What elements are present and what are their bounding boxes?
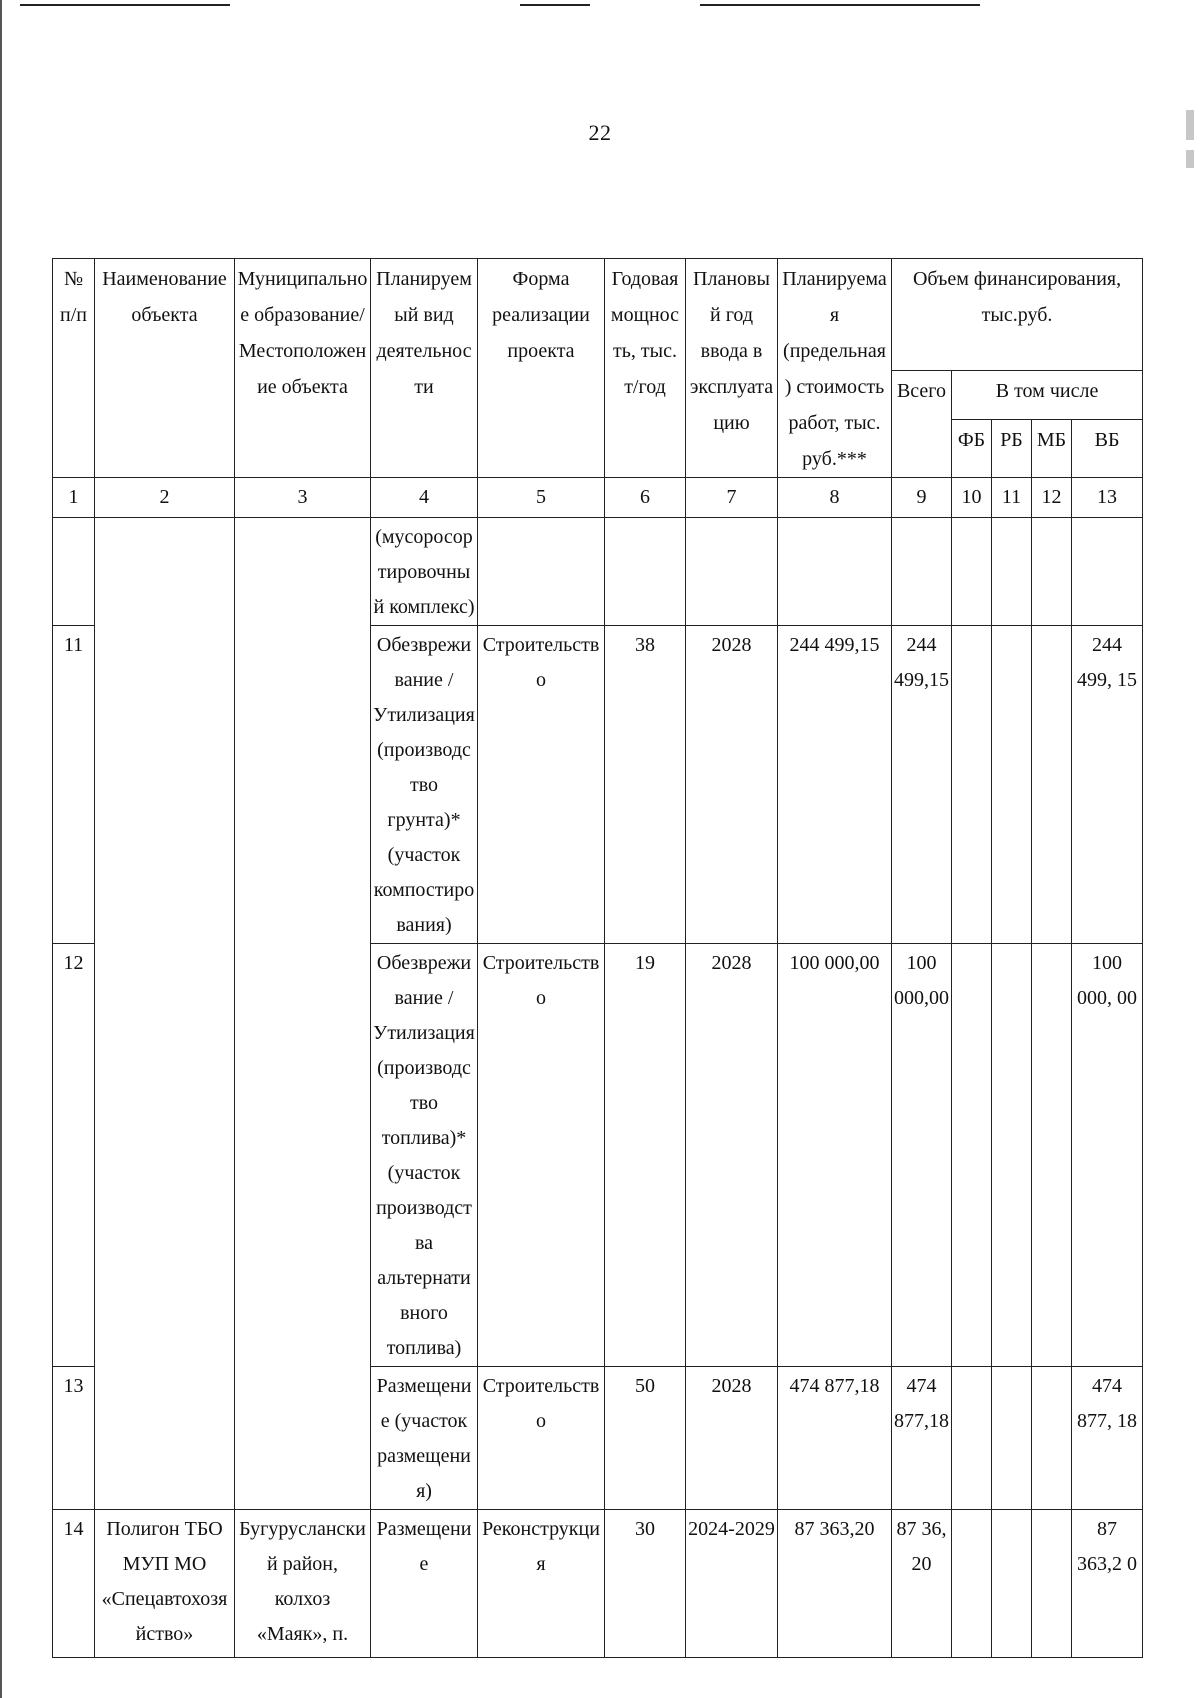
column-number: 13 bbox=[1072, 478, 1143, 518]
cell-year: 2028 bbox=[686, 1367, 778, 1510]
header-including: В том числе bbox=[952, 371, 1143, 420]
cell-cost: 474 877,18 bbox=[778, 1367, 892, 1510]
table-row bbox=[53, 1510, 1143, 1658]
column-number: 3 bbox=[235, 478, 371, 518]
header-vb: ВБ bbox=[1072, 420, 1143, 478]
cell-rb bbox=[992, 518, 1032, 626]
cell-activity: Размещение bbox=[371, 1510, 478, 1658]
cell-total bbox=[892, 518, 952, 626]
cell-capacity: 50 bbox=[605, 1367, 686, 1510]
header-year: Плановый год ввода в эксплуатацию bbox=[686, 259, 778, 478]
column-number: 4 bbox=[371, 478, 478, 518]
cell-cost bbox=[778, 518, 892, 626]
scan-edge-left bbox=[0, 0, 2, 1698]
cell-number: 12 bbox=[53, 944, 95, 1367]
column-number: 1 bbox=[53, 478, 95, 518]
cell-total: 244 499,15 bbox=[892, 626, 952, 944]
column-number: 5 bbox=[478, 478, 605, 518]
cell-mb bbox=[1032, 626, 1072, 944]
header-name: Наименование объекта bbox=[95, 259, 235, 478]
cell-cost: 100 000,00 bbox=[778, 944, 892, 1367]
cell-capacity: 38 bbox=[605, 626, 686, 944]
cell-capacity bbox=[605, 518, 686, 626]
header-mb: МБ bbox=[1032, 420, 1072, 478]
cell-form: Строительство bbox=[478, 1367, 605, 1510]
column-number: 9 bbox=[892, 478, 952, 518]
cell-fb bbox=[952, 1367, 992, 1510]
header-fb: ФБ bbox=[952, 420, 992, 478]
cell-activity: (мусоросортировочный комплекс) bbox=[371, 518, 478, 626]
cell-activity: Обезвреживание / Утилизация (производство топлива)* (участок производства альтернативного топлива) bbox=[371, 944, 478, 1367]
header-number: № п/п bbox=[53, 259, 95, 478]
column-number: 10 bbox=[952, 478, 992, 518]
cell-capacity: 30 bbox=[605, 1510, 686, 1658]
scan-edge-top bbox=[0, 0, 1200, 10]
cell-fb bbox=[952, 518, 992, 626]
cell-vb: 244 499, 15 bbox=[1072, 626, 1143, 944]
cell-year: 2024-2029 bbox=[686, 1510, 778, 1658]
cell-mb bbox=[1032, 1510, 1072, 1658]
header-funding: Объем финансирования, тыс.руб. bbox=[892, 259, 1143, 371]
cell-mb bbox=[1032, 518, 1072, 626]
cell-activity: Обезвреживание / Утилизация (производство грунта)* (участок компостирования) bbox=[371, 626, 478, 944]
column-number: 7 bbox=[686, 478, 778, 518]
header-activity: Планируемый вид деятельности bbox=[371, 259, 478, 478]
cell-number bbox=[53, 518, 95, 626]
cell-vb: 87 363,2 0 bbox=[1072, 1510, 1143, 1658]
cell-fb bbox=[952, 1510, 992, 1658]
column-number: 11 bbox=[992, 478, 1032, 518]
cell-fb bbox=[952, 944, 992, 1367]
column-number: 6 bbox=[605, 478, 686, 518]
cell-total: 100 000,00 bbox=[892, 944, 952, 1367]
cell-number: 13 bbox=[53, 1367, 95, 1510]
cell-fb bbox=[952, 626, 992, 944]
table-row bbox=[53, 518, 1143, 626]
column-number: 2 bbox=[95, 478, 235, 518]
scan-smudge bbox=[1186, 150, 1194, 168]
header-location: Муниципальное образование/ Местоположение объекта bbox=[235, 259, 371, 478]
cell-location: Бугурусланский район, колхоз «Маяк», п. bbox=[235, 1510, 371, 1658]
cell-number: 14 bbox=[53, 1510, 95, 1658]
cell-year bbox=[686, 518, 778, 626]
cell-year: 2028 bbox=[686, 944, 778, 1367]
header-capacity: Годовая мощность, тыс. т/год bbox=[605, 259, 686, 478]
cell-rb bbox=[992, 1367, 1032, 1510]
cell-total: 87 36, 20 bbox=[892, 1510, 952, 1658]
cell-mb bbox=[1032, 944, 1072, 1367]
column-number-row bbox=[53, 478, 1143, 518]
cell-name bbox=[95, 518, 235, 1510]
header-cost: Планируемая (предельная) стоимость работ, тыс. руб.*** bbox=[778, 259, 892, 478]
cell-rb bbox=[992, 944, 1032, 1367]
cell-cost: 87 363,20 bbox=[778, 1510, 892, 1658]
cell-location bbox=[235, 518, 371, 1510]
cell-name: Полигон ТБО МУП МО «Спецавтохозяйство» bbox=[95, 1510, 235, 1658]
cell-activity: Размещение (участок размещения) bbox=[371, 1367, 478, 1510]
column-number: 12 bbox=[1032, 478, 1072, 518]
page-number: 22 bbox=[588, 120, 612, 145]
facilities-table bbox=[52, 258, 1143, 1658]
cell-rb bbox=[992, 1510, 1032, 1658]
header-total: Всего bbox=[892, 371, 952, 478]
cell-vb: 100 000, 00 bbox=[1072, 944, 1143, 1367]
cell-vb: 474 877, 18 bbox=[1072, 1367, 1143, 1510]
cell-cost: 244 499,15 bbox=[778, 626, 892, 944]
header-form: Форма реализации проекта bbox=[478, 259, 605, 478]
cell-vb bbox=[1072, 518, 1143, 626]
header-rb: РБ bbox=[992, 420, 1032, 478]
cell-form: Реконструкция bbox=[478, 1510, 605, 1658]
cell-year: 2028 bbox=[686, 626, 778, 944]
column-number: 8 bbox=[778, 478, 892, 518]
cell-form: Строительство bbox=[478, 944, 605, 1367]
cell-form bbox=[478, 518, 605, 626]
cell-total: 474 877,18 bbox=[892, 1367, 952, 1510]
cell-form: Строительство bbox=[478, 626, 605, 944]
header-row bbox=[53, 259, 1143, 371]
cell-number: 11 bbox=[53, 626, 95, 944]
cell-mb bbox=[1032, 1367, 1072, 1510]
cell-capacity: 19 bbox=[605, 944, 686, 1367]
cell-rb bbox=[992, 626, 1032, 944]
